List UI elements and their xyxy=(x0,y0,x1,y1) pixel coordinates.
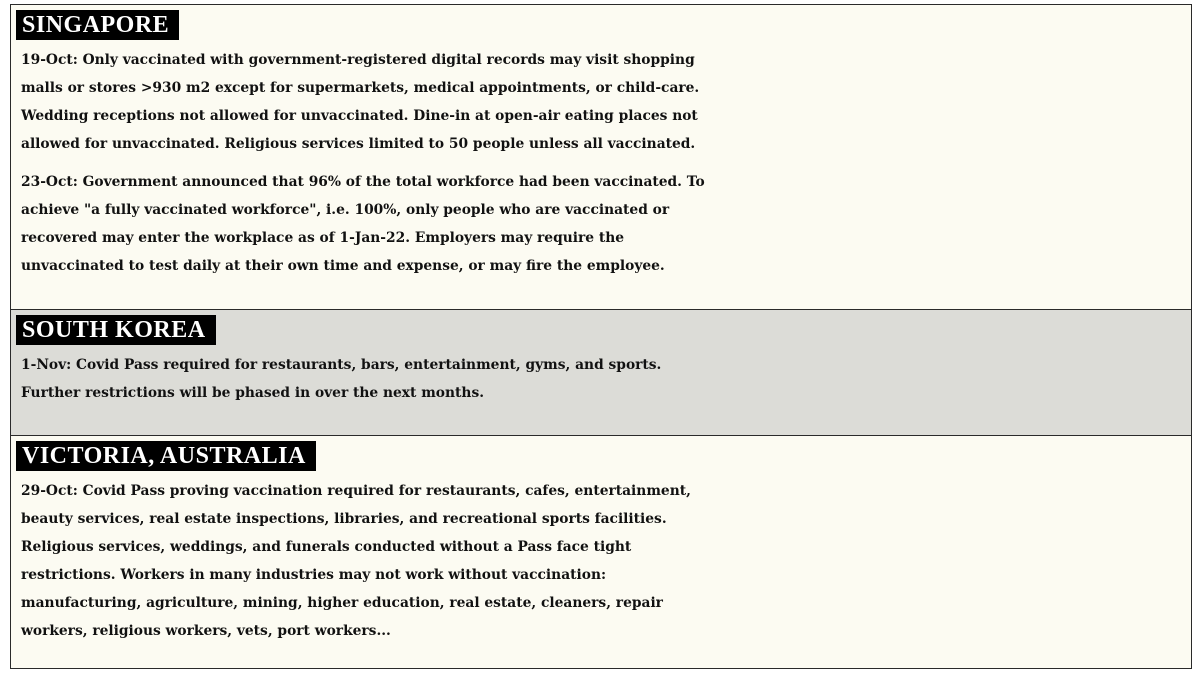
region-label-victoria-australia: VICTORIA, AUSTRALIA xyxy=(16,441,316,471)
region-label-south-korea: SOUTH KOREA xyxy=(16,315,216,345)
section-victoria-australia xyxy=(10,435,1192,669)
section-singapore xyxy=(10,4,1192,310)
entry-line: 1-Nov: Covid Pass required for restaurants, bars, entertainment, gyms, and sports. xyxy=(21,357,662,373)
entries-singapore xyxy=(11,46,1191,280)
entry-line: restrictions. Workers in many industries may not work without vaccination: xyxy=(21,567,607,583)
entry-line: 19-Oct: Only vaccinated with government-registered digital records may visit shopping xyxy=(21,52,695,68)
entry-singapore-19-oct xyxy=(21,46,1191,158)
entry-line: allowed for unvaccinated. Religious services limited to 50 people unless all vaccinated. xyxy=(21,136,696,152)
entry-line: malls or stores >930 m2 except for supermarkets, medical appointments, or child-care. xyxy=(21,80,700,96)
entry-line: manufacturing, agriculture, mining, higher education, real estate, cleaners, repair xyxy=(21,595,663,611)
entry-line: Religious services, weddings, and funerals conducted without a Pass face tight xyxy=(21,539,632,555)
entries-victoria-australia xyxy=(11,477,1191,645)
entry-line: beauty services, real estate inspections, libraries, and recreational sports facilities. xyxy=(21,511,667,527)
entry-line: achieve "a fully vaccinated workforce", i.e. 100%, only people who are vaccinated or xyxy=(21,202,670,218)
entry-victoria-29-oct xyxy=(21,477,1191,645)
entry-singapore-23-oct xyxy=(21,168,1191,280)
entry-line: Wedding receptions not allowed for unvaccinated. Dine-in at open-air eating places not xyxy=(21,108,698,124)
entry-line: 29-Oct: Covid Pass proving vaccination required for restaurants, cafes, entertainment, xyxy=(21,483,691,499)
entry-line: unvaccinated to test daily at their own time and expense, or may fire the employee. xyxy=(21,258,665,274)
section-south-korea xyxy=(10,309,1192,436)
entries-south-korea xyxy=(11,351,1191,407)
region-label-singapore: SINGAPORE xyxy=(16,10,179,40)
entry-line: recovered may enter the workplace as of 1-Jan-22. Employers may require the xyxy=(21,230,625,246)
entry-line: Further restrictions will be phased in over the next months. xyxy=(21,385,485,401)
entry-line: workers, religious workers, vets, port workers... xyxy=(21,623,391,639)
entry-line: 23-Oct: Government announced that 96% of the total workforce had been vaccinated. To xyxy=(21,174,705,190)
entry-south-korea-1-nov xyxy=(21,351,1191,407)
